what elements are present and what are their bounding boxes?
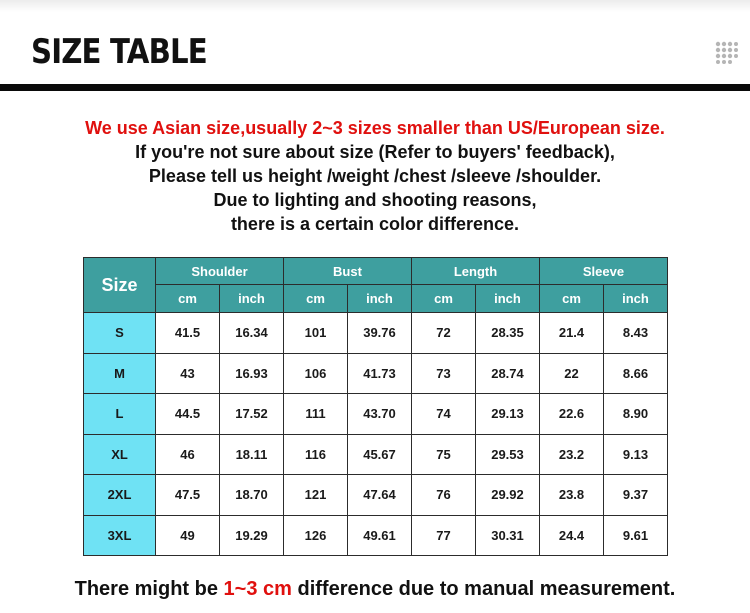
value-cell: 43.70 <box>348 394 412 435</box>
unit-header-inch: inch <box>220 285 284 313</box>
value-cell: 16.34 <box>220 313 284 354</box>
value-cell: 28.74 <box>476 353 540 394</box>
note-suffix: difference due to manual measurement. <box>291 578 676 600</box>
group-header-length: Length <box>412 258 540 285</box>
value-cell: 29.92 <box>476 475 540 516</box>
value-cell: 8.90 <box>604 394 668 435</box>
value-cell: 17.52 <box>220 394 284 435</box>
value-cell: 18.70 <box>220 475 284 516</box>
value-cell: 9.61 <box>604 515 668 556</box>
value-cell: 101 <box>284 313 348 354</box>
size-cell: M <box>84 353 156 394</box>
value-cell: 41.5 <box>156 313 220 354</box>
value-cell: 126 <box>284 515 348 556</box>
group-header-sleeve: Sleeve <box>540 258 668 285</box>
unit-header-cm: cm <box>412 285 476 313</box>
unit-header-inch: inch <box>604 285 668 313</box>
size-table <box>83 257 668 556</box>
value-cell: 9.37 <box>604 475 668 516</box>
value-cell: 72 <box>412 313 476 354</box>
value-cell: 9.13 <box>604 434 668 475</box>
intro-line-lighting: Due to lighting and shooting reasons, <box>213 190 537 210</box>
value-cell: 49.61 <box>348 515 412 556</box>
page-title: SIZE TABLE <box>31 32 207 72</box>
value-cell: 106 <box>284 353 348 394</box>
value-cell: 77 <box>412 515 476 556</box>
unit-header-cm: cm <box>540 285 604 313</box>
unit-header-inch: inch <box>476 285 540 313</box>
value-cell: 22 <box>540 353 604 394</box>
table-row <box>84 313 668 354</box>
note-highlight: 1~3 cm <box>223 578 292 600</box>
intro-line-color: there is a certain color difference. <box>230 214 520 234</box>
value-cell: 30.31 <box>476 515 540 556</box>
size-cell: S <box>84 313 156 354</box>
size-cell: 3XL <box>84 515 156 556</box>
value-cell: 74 <box>412 394 476 435</box>
value-cell: 46 <box>156 434 220 475</box>
asian-size-warning: We use Asian size,usually 2~3 sizes smaller than US/European size. <box>85 118 665 138</box>
value-cell: 43 <box>156 353 220 394</box>
table-row <box>84 353 668 394</box>
measurement-note <box>0 576 750 602</box>
value-cell: 47.5 <box>156 475 220 516</box>
value-cell: 28.35 <box>476 313 540 354</box>
value-cell: 45.67 <box>348 434 412 475</box>
unit-header-cm: cm <box>284 285 348 313</box>
group-header-shoulder: Shoulder <box>156 258 284 285</box>
value-cell: 44.5 <box>156 394 220 435</box>
value-cell: 111 <box>284 394 348 435</box>
value-cell: 22.6 <box>540 394 604 435</box>
value-cell: 39.76 <box>348 313 412 354</box>
note-prefix: There might be <box>74 578 224 600</box>
value-cell: 8.43 <box>604 313 668 354</box>
intro-line-measurements: Please tell us height /weight /chest /sleeve /shoulder. <box>148 166 602 186</box>
value-cell: 29.13 <box>476 394 540 435</box>
value-cell: 76 <box>412 475 476 516</box>
value-cell: 116 <box>284 434 348 475</box>
table-row <box>84 515 668 556</box>
grid-dots-icon[interactable] <box>714 40 738 64</box>
unit-header-inch: inch <box>348 285 412 313</box>
table-row <box>84 394 668 435</box>
value-cell: 24.4 <box>540 515 604 556</box>
size-column-header: Size <box>84 258 156 313</box>
size-cell: XL <box>84 434 156 475</box>
value-cell: 23.8 <box>540 475 604 516</box>
header-divider <box>0 84 750 91</box>
value-cell: 121 <box>284 475 348 516</box>
value-cell: 75 <box>412 434 476 475</box>
value-cell: 23.2 <box>540 434 604 475</box>
top-fade <box>0 0 750 12</box>
table-group-header-row <box>84 258 668 285</box>
value-cell: 49 <box>156 515 220 556</box>
value-cell: 73 <box>412 353 476 394</box>
value-cell: 29.53 <box>476 434 540 475</box>
value-cell: 47.64 <box>348 475 412 516</box>
value-cell: 21.4 <box>540 313 604 354</box>
group-header-bust: Bust <box>284 258 412 285</box>
intro-line-feedback: If you're not sure about size (Refer to buyers' feedback), <box>135 142 615 162</box>
table-unit-header-row <box>84 285 668 313</box>
table-row <box>84 475 668 516</box>
size-cell: 2XL <box>84 475 156 516</box>
value-cell: 41.73 <box>348 353 412 394</box>
intro-notice <box>0 116 750 236</box>
value-cell: 19.29 <box>220 515 284 556</box>
value-cell: 8.66 <box>604 353 668 394</box>
table-row <box>84 434 668 475</box>
unit-header-cm: cm <box>156 285 220 313</box>
value-cell: 16.93 <box>220 353 284 394</box>
size-cell: L <box>84 394 156 435</box>
value-cell: 18.11 <box>220 434 284 475</box>
